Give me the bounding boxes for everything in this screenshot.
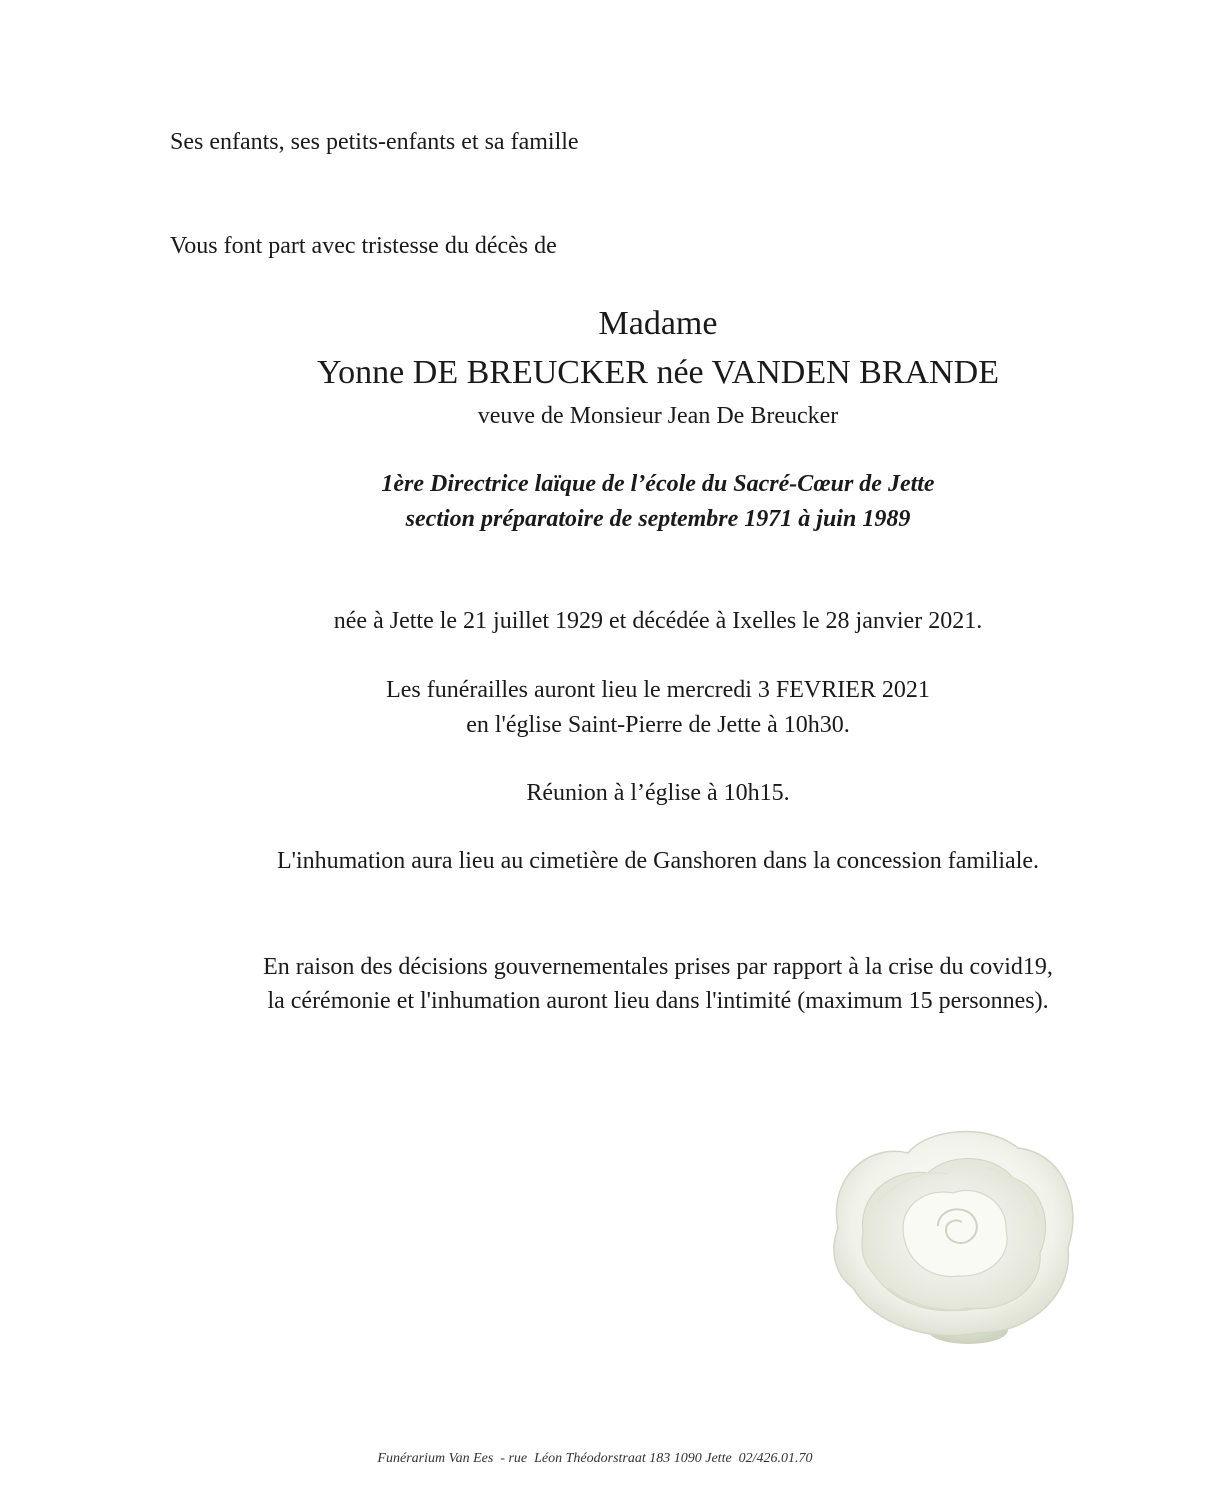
birth-death-line: née à Jette le 21 juillet 1929 et décédée à Ixelles le 28 janvier 2021. — [333, 608, 983, 634]
deceased-title: Madame — [598, 305, 718, 342]
covid-notice-line-2: la cérémonie et l'inhumation auront lieu dans l'intimité (maximum 15 personnes). — [267, 988, 1049, 1014]
reunion-line: Réunion à l’église à 10h15. — [526, 780, 790, 806]
widow-of-line: veuve de Monsieur Jean De Breucker — [477, 403, 839, 429]
funeral-line-2: en l'église Saint-Pierre de Jette à 10h30. — [466, 712, 850, 738]
deceased-name: Yonne DE BREUCKER née VANDEN BRANDE — [317, 354, 999, 391]
family-line: Ses enfants, ses petits-enfants et sa famille — [170, 129, 579, 155]
career-line-1: 1ère Directrice laïque de l’école du Sacré-Cœur de Jette — [381, 471, 935, 497]
funeral-home-footer: Funérarium Van Ees - rue Léon Théodorstraat 183 1090 Jette 02/426.01.70 — [377, 1451, 813, 1466]
covid-notice-line-1: En raison des décisions gouvernementales prises par rapport à la crise du covid19, — [263, 954, 1053, 980]
white-rose-icon — [818, 1108, 1088, 1348]
career-line-2: section préparatoire de septembre 1971 à juin 1989 — [405, 506, 911, 532]
funeral-line-1: Les funérailles auront lieu le mercredi 3 FEVRIER 2021 — [386, 677, 930, 703]
burial-line: L'inhumation aura lieu au cimetière de Ganshoren dans la concession familiale. — [276, 848, 1040, 874]
announce-line: Vous font part avec tristesse du décès de — [170, 233, 557, 259]
